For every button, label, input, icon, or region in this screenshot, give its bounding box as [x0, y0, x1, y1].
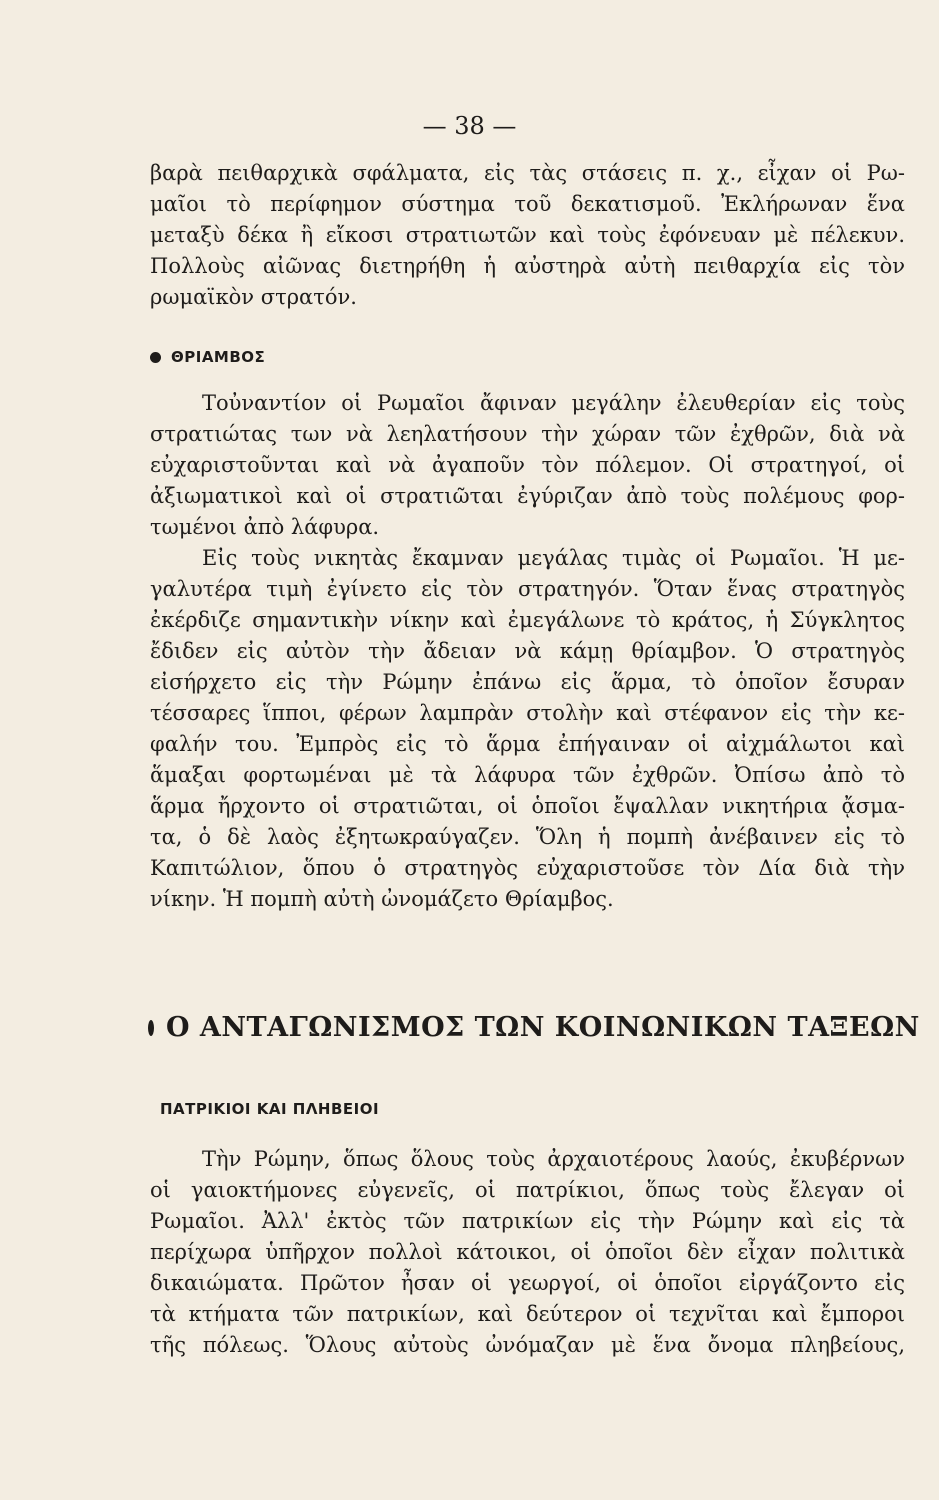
- text-line: Καπιτώλιον, ὅπου ὁ στρατηγὸς εὐχαριστοῦσε τὸν Δία διὰ τὴν: [150, 856, 905, 880]
- text-line: τέσσαρες ἵπποι, φέρων λαμπρὰν στολὴν καὶ στέφανον εἰς τὴν κε-: [150, 701, 905, 725]
- text-line: ἐκέρδιζε σημαντικὴν νίκην καὶ ἐμεγάλωνε τὸ κράτος, ἡ Σύγκλητος: [150, 608, 905, 632]
- text-line: νίκην. Ἡ πομπὴ αὐτὴ ὠνομάζετο Θρίαμβος.: [150, 887, 614, 911]
- text-line: οἱ γαιοκτήμονες εὐγενεῖς, οἱ πατρίκιοι, ὅπως τοὺς ἔλεγαν οἱ: [150, 1178, 905, 1202]
- text-line: μαῖοι τὸ περίφημον σύστημα τοῦ δεκατισμοῦ. Ἐκλήρωναν ἕνα: [150, 192, 905, 216]
- text-line: εὐχαριστοῦνται καὶ νὰ ἀγαποῦν τὸν πόλεμον. Οἱ στρατηγοί, οἱ: [150, 453, 905, 477]
- text-line: ρωμαϊκὸν στρατόν.: [150, 285, 357, 309]
- text-line: Τὴν Ρώμην, ὅπως ὅλους τοὺς ἀρχαιοτέρους λαούς, ἐκυβέρνων: [202, 1147, 905, 1171]
- text-line: Εἰς τοὺς νικητὰς ἔκαμναν μεγάλας τιμὰς οἱ Ρωμαῖοι. Ἡ με-: [202, 546, 905, 570]
- text-line: γαλυτέρα τιμὴ ἐγίνετο εἰς τὸν στρατηγόν. Ὅταν ἕνας στρατηγὸς: [150, 577, 905, 601]
- text-line: στρατιώτας των νὰ λεηλατήσουν τὴν χώραν τῶν ἐχθρῶν, διὰ νὰ: [150, 422, 905, 446]
- text-line: εἰσήρχετο εἰς τὴν Ρώμην ἐπάνω εἰς ἅρμα, τὸ ὁποῖον ἔσυραν: [150, 670, 905, 694]
- text-line: ἅμαξαι φορτωμέναι μὲ τὰ λάφυρα τῶν ἐχθρῶν. Ὀπίσω ἀπὸ τὸ: [150, 763, 905, 787]
- text-line: περίχωρα ὑπῆρχον πολλοὶ κάτοικοι, οἱ ὁποῖοι δὲν εἶχαν πολιτικὰ: [150, 1240, 905, 1264]
- intro-paragraph: [150, 158, 905, 313]
- page-number: — 38 —: [422, 112, 517, 140]
- text-line: τωμένοι ἀπὸ λάφυρα.: [150, 515, 380, 539]
- text-line: ἀξιωματικοὶ καὶ οἱ στρατιῶται ἐγύριζαν ἀπὸ τοὺς πολέμους φορ-: [150, 484, 905, 508]
- text-line: φαλήν του. Ἐμπρὸς εἰς τὸ ἅρμα ἐπήγαιναν οἱ αἰχμάλωτοι καὶ: [150, 732, 905, 756]
- text-line: Ρωμαῖοι. Ἀλλ' ἐκτὸς τῶν πατρικίων εἰς τὴν Ρώμην καὶ εἰς τὰ: [150, 1209, 905, 1233]
- subheading: ΠΑΤΡΙΚΙΟΙ ΚΑΙ ΠΛΗΒΕΙΟΙ: [160, 1100, 380, 1118]
- triumph-paragraph: [150, 388, 905, 915]
- text-line: ἅρμα ἤρχοντο οἱ στρατιῶται, οἱ ὁποῖοι ἔψαλλαν νικητήρια ᾄσμα-: [150, 794, 905, 818]
- text-line: βαρὰ πειθαρχικὰ σφάλματα, εἰς τὰς στάσεις π. χ., εἶχαν οἱ Ρω-: [150, 161, 905, 185]
- circle-bullet-icon: [148, 1020, 154, 1036]
- text-line: μεταξὺ δέκα ἢ εἴκοσι στρατιωτῶν καὶ τοὺς ἐφόνευαν μὲ πέλεκυν.: [150, 223, 905, 247]
- text-line: Πολλοὺς αἰῶνας διετηρήθη ἡ αὐστηρὰ αὐτὴ πειθαρχία εἰς τὸν: [150, 254, 905, 278]
- section-paragraph: [150, 1144, 905, 1361]
- text-line: δικαιώματα. Πρῶτον ἦσαν οἱ γεωργοί, οἱ ὁποῖοι εἰργάζοντο εἰς: [150, 1271, 905, 1295]
- text-line: τα, ὁ δὲ λαὸς ἐξητωκραύγαζεν. Ὅλη ἡ πομπὴ ἀνέβαινεν εἰς τὸ: [150, 825, 905, 849]
- section-title-label: Ο ΑΝΤΑΓΩΝΙΣΜΟΣ ΤΩΝ ΚΟΙΝΩΝΙΚΩΝ ΤΑΞΕΩΝ: [166, 1012, 920, 1043]
- triumph-heading: [150, 348, 905, 366]
- bullet-icon: [150, 352, 161, 363]
- text-line: τὰ κτήματα τῶν πατρικίων, καὶ δεύτερον οἱ τεχνῖται καὶ ἔμποροι: [150, 1302, 905, 1326]
- section-title: [148, 1012, 920, 1043]
- text-line: ἔδιδεν εἰς αὐτὸν τὴν ἄδειαν νὰ κάμῃ θρίαμβον. Ὁ στρατηγὸς: [150, 639, 905, 663]
- text-line: τῆς πόλεως. Ὅλους αὐτοὺς ὠνόμαζαν μὲ ἕνα ὄνομα πληβείους,: [150, 1333, 905, 1357]
- triumph-heading-label: ΘΡΙΑΜΒΟΣ: [171, 348, 266, 366]
- text-line: Τοὐναντίον οἱ Ρωμαῖοι ἄφιναν μεγάλην ἐλευθερίαν εἰς τοὺς: [202, 391, 905, 415]
